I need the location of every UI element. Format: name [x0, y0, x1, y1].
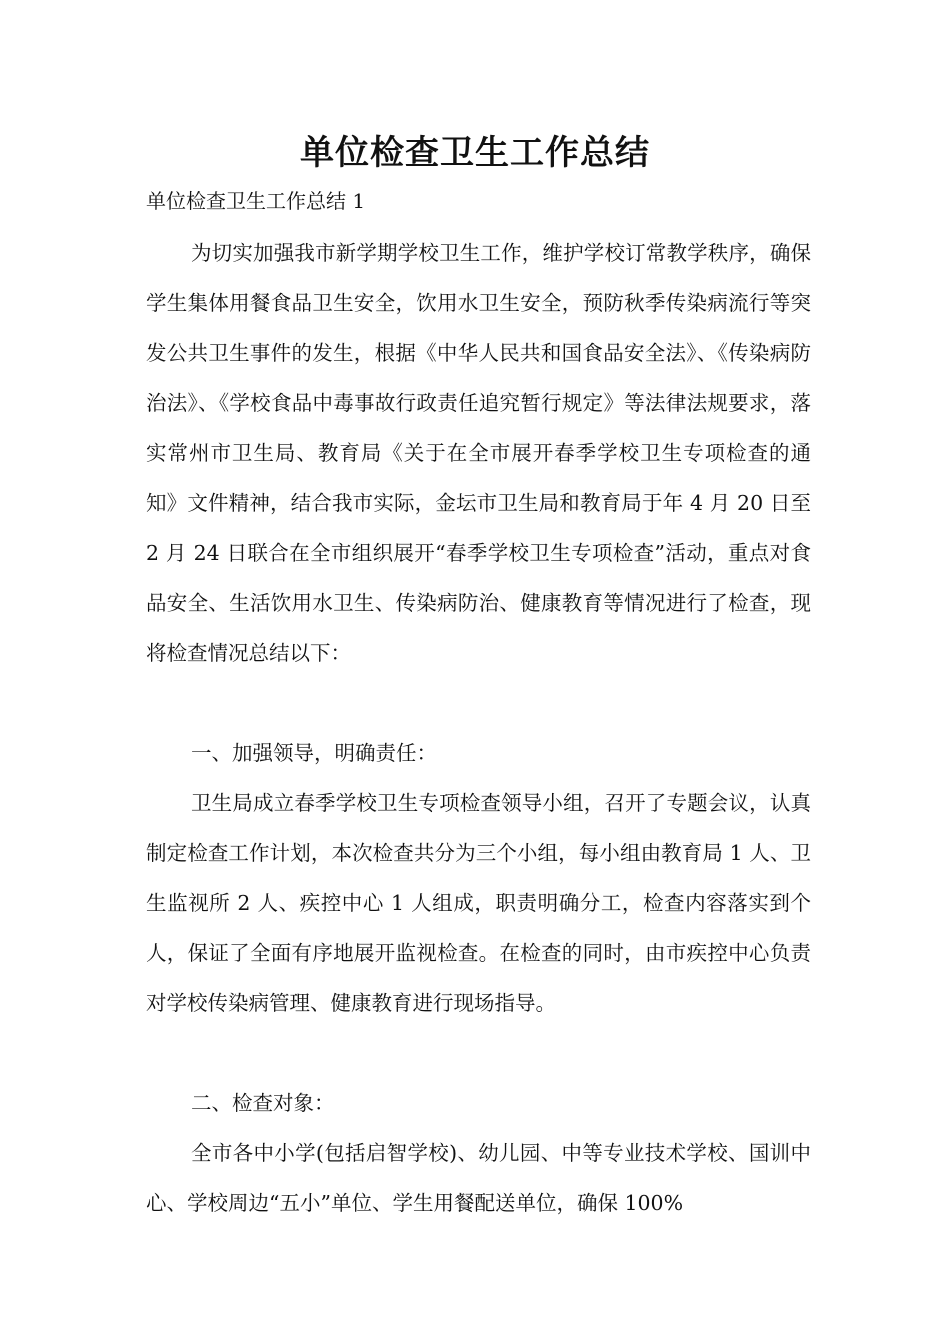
- section-heading-inspection-targets: 二、检查对象：: [191, 1091, 335, 1115]
- paragraph-intro: 为切实加强我市新学期学校卫生工作，维护学校订常教学秩序，确保学生集体用餐食品卫生安全，饮用水卫生安全，预防秋季传染病流行等突发公共卫生事件的发生，根据《中华人民共和国食品安全法》、《传染病防治法》、《学校食品中毒事故行政责任追究暂行规定》等法律法规要求，落实常州市卫生局、教育局《关于在全市展开春季学校卫生专项检查的通知》文件精神，结合我市实际，金坛市卫生局和教育局于年 4 月 20 日至 2 月 24 日联合在全市组织展开“春季学校卫生专项检查”活动，重点对食品安全、生活饮用水卫生、传染病防治、健康教育等情况进行了检查，现将检查情况总结以下：: [146, 241, 811, 665]
- document-subtitle: 单位检查卫生工作总结 1: [146, 189, 366, 213]
- paragraph-inspection-targets: 全市各中小学(包括启智学校)、幼儿园、中等专业技术学校、国训中心、学校周边“五小”单位、学生用餐配送单位，确保 100%: [146, 1141, 811, 1215]
- document-title: 单位检查卫生工作总结: [300, 133, 650, 173]
- paragraph-leadership: 卫生局成立春季学校卫生专项检查领导小组，召开了专题会议，认真制定检查工作计划，本次检查共分为三个小组，每小组由教育局 1 人、卫生监视所 2 人、疾控中心 1 人组成，职责明确分工，检查内容落实到个人，保证了全面有序地展开监视检查。在检查的同时，由市疾控中心负责对学校传染病管理、健康教育进行现场指导。: [146, 791, 811, 1015]
- section-heading-leadership: 一、加强领导，明确责任：: [191, 741, 437, 765]
